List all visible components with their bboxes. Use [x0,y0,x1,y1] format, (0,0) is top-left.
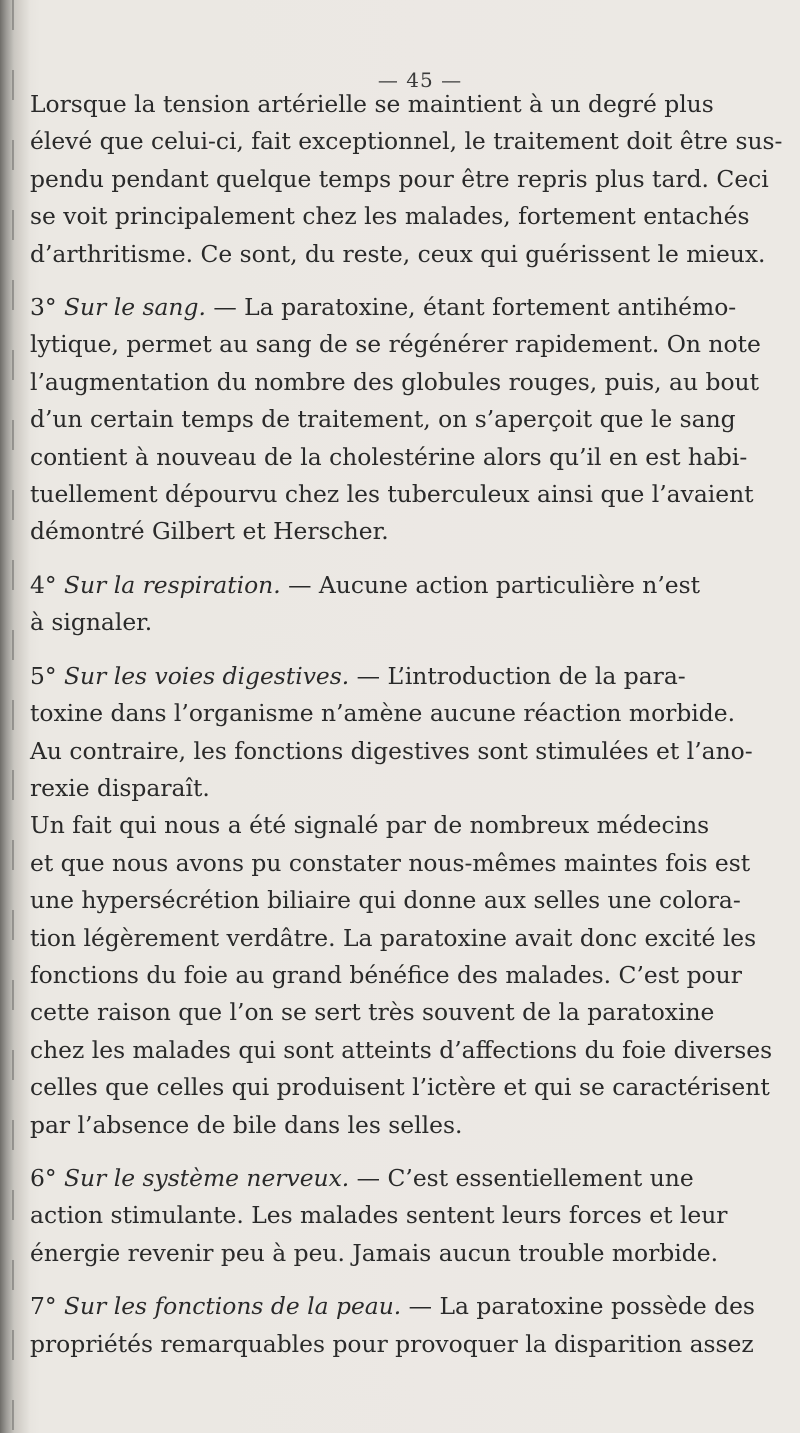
text-line: élevé que celui-ci, fait exceptionnel, le traitement doit être sus- [30,127,783,156]
text-line-rest: — La paratoxine, étant fortement antihémo- [205,293,737,322]
text-line-rest: — La paratoxine possède des [401,1292,755,1321]
text-line: cette raison que l’on se sert très souvent de la paratoxine [30,998,715,1027]
text-line: démontré Gilbert et Herscher. [30,517,389,546]
text-line: Lorsque la tension artérielle se maintient à un degré plus [30,90,714,118]
paragraph-blood [30,289,800,551]
text-line: une hypersécrétion biliaire qui donne aux selles une colora- [30,886,741,915]
text-line: fonctions du foie au grand bénéfice des malades. C’est pour [30,960,742,989]
section-heading: Sur les fonctions de la peau. [64,1292,402,1321]
text-line [30,567,800,604]
text-line: contient à nouveau de la cholestérine alors qu’il en est habi- [30,442,748,471]
text-line [30,658,800,695]
text-line: se voit principalement chez les malades, fortement entachés [30,202,750,231]
text-line [30,1288,800,1325]
text-line: d’arthritisme. Ce sont, du reste, ceux qui guérissent le mieux. [30,239,766,268]
text-line: d’un certain temps de traitement, on s’aperçoit que le sang [30,405,736,434]
text-line: énergie revenir peu à peu. Jamais aucun trouble morbide. [30,1238,719,1267]
section-heading: Sur les voies digestives. [64,661,350,690]
text-line-rest: — C’est essentiellement une [349,1163,694,1192]
text-line: rexie disparaît. [30,773,210,802]
paragraph-digestive [30,658,800,808]
text-line: propriétés remarquables pour provoquer la disparition assez [30,1329,754,1358]
section-number: 6° [30,1163,57,1192]
text-line-rest: — Aucune action particulière n’est [280,570,701,599]
body-text [30,86,800,1363]
section-number: 3° [30,293,57,322]
text-line: à signaler. [30,608,153,637]
paragraph-nervous-system [30,1160,800,1272]
text-line: et que nous avons pu constater nous-mêmes maintes fois est [30,848,751,877]
paragraph-biliary [30,807,800,1144]
page-number: — 45 — [377,68,463,92]
text-line: tuellement dépourvu chez les tuberculeux ainsi que l’avaient [30,480,754,509]
section-heading: Sur la respiration. [64,570,281,599]
text-line: tion légèrement verdâtre. La paratoxine avait donc excité les [30,923,757,952]
text-line: toxine dans l’organisme n’amène aucune réaction morbide. [30,699,736,728]
text-line: l’augmentation du nombre des globules rouges, puis, au bout [30,367,759,396]
section-number: 4° [30,570,57,599]
text-line: Un fait qui nous a été signalé par de nombreux médecins [30,811,710,840]
paragraph-skin [30,1288,800,1363]
text-line [30,289,800,326]
text-line-rest: — L’introduction de la para- [349,661,686,690]
page-edge-marks [12,0,14,1433]
paragraph-respiration [30,567,800,642]
page-binding-shadow [0,0,30,1433]
text-line: chez les malades qui sont atteints d’affections du foie diverses [30,1035,773,1064]
text-line: celles que celles qui produisent l’ictère et qui se caractérisent [30,1073,770,1102]
text-line: lytique, permet au sang de se régénérer rapidement. On note [30,330,761,359]
text-line: par l’absence de bile dans les selles. [30,1110,463,1139]
section-heading: Sur le système nerveux. [64,1163,350,1192]
text-line: Au contraire, les fonctions digestives sont stimulées et l’ano- [30,736,753,765]
section-number: 5° [30,661,57,690]
text-line: action stimulante. Les malades sentent leurs forces et leur [30,1201,728,1230]
text-line: pendu pendant quelque temps pour être repris plus tard. Ceci [30,164,769,193]
section-heading: Sur le sang. [64,293,206,322]
text-line [30,1160,800,1197]
paragraph-arterial-tension [30,86,800,273]
section-number: 7° [30,1292,57,1321]
